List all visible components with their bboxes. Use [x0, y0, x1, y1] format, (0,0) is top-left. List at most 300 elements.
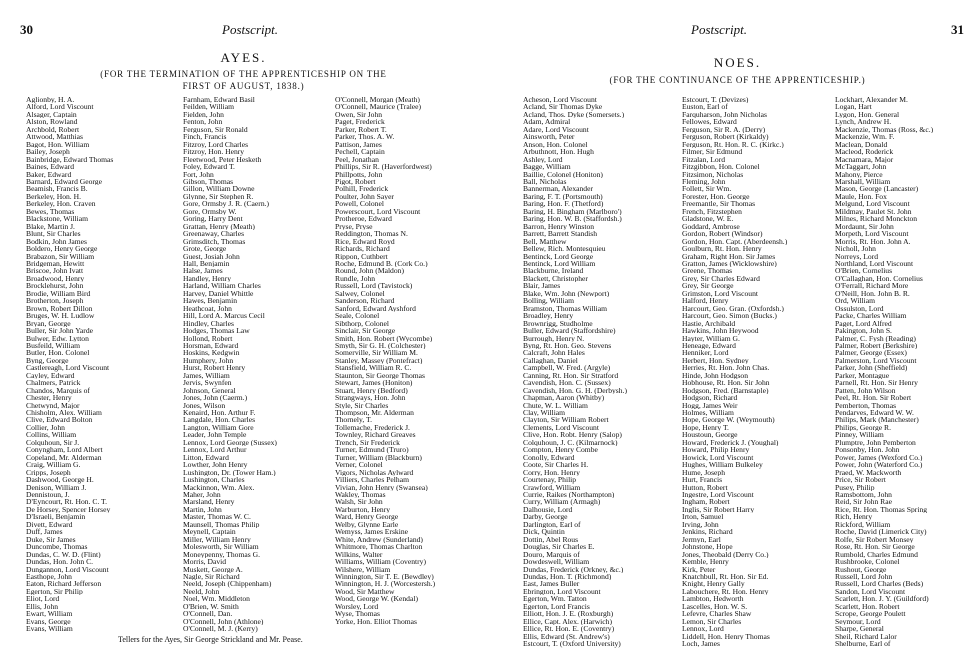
- member-name: Brodie, William Bird: [26, 289, 91, 298]
- member-name: Follett, Sir Wm.: [682, 185, 732, 193]
- member-name: Adare, Lord Viscount: [523, 125, 589, 134]
- member-name: Johnson, General: [183, 386, 236, 395]
- member-name: Broadwood, Henry: [26, 274, 85, 283]
- member-name: Glynne, Sir Stephen R.: [183, 192, 254, 201]
- member-name: Ellis, John: [26, 602, 59, 611]
- member-name: Bannerman, Alexander: [523, 185, 594, 193]
- member-name: Goring, Harry Dent: [183, 215, 243, 223]
- member-name: Callaghan, Daniel: [523, 356, 578, 365]
- member-name: Boldero, Henry George: [26, 245, 98, 253]
- member-name: Phillpotts, John: [335, 170, 383, 178]
- ayes-column-3: [335, 96, 487, 625]
- member-name: Gore, Ormsby J. R. (Caern.): [183, 200, 270, 208]
- member-name: D'Israeli, Benjamin: [26, 513, 86, 521]
- member-name: Scarlett, Hon. Robert: [835, 602, 900, 611]
- member-name: Kirk, Peter: [682, 565, 716, 573]
- member-name: Miller, William Henry: [183, 535, 251, 544]
- member-name: Estcourt, T. (Oxford University): [523, 640, 621, 648]
- member-name: Pemberton, Thomas: [835, 401, 897, 410]
- member-name: Baring, Hon. F. (Thetford): [523, 200, 604, 208]
- member-name: Phillips, Sir R. (Haverfordwest): [335, 163, 432, 171]
- member-name: Moneypenny, Thomas G.: [183, 550, 260, 559]
- member-name: Henniker, Lord: [682, 349, 729, 357]
- member-name: Ferguson, Sir R. A. (Derry): [682, 125, 766, 134]
- member-name: Acheson, Lord Viscount: [523, 96, 597, 104]
- member-name: Macnamara, Major: [835, 155, 894, 164]
- member-name: Baines, Edward: [26, 163, 75, 171]
- member-name: Grimsditch, Thomas: [183, 237, 246, 246]
- member-name: Ward, Henry George: [335, 513, 399, 521]
- member-name: Winnington, Sir T. E. (Bewdley): [335, 573, 434, 581]
- tellers-line: Tellers for the Ayes, Sir George Strickland and Mr. Pease.: [118, 635, 303, 644]
- member-name: Dalhousie, Lord: [523, 505, 573, 514]
- member-name: Cayley, Edward: [26, 371, 75, 380]
- member-name: Dundas, Frederick (Orkney, &c.): [523, 565, 624, 573]
- member-name: Thornely, T.: [335, 416, 372, 424]
- member-name: Pakington, John S.: [835, 327, 892, 335]
- member-name: Farnham, Edward Basil: [183, 96, 255, 104]
- member-name: Lushington, Dr. (Tower Ham.): [183, 468, 276, 477]
- member-name: Blunt, Sir Charles: [26, 230, 81, 238]
- subtitle-line-1: (FOR THE TERMINATION OF THE APPRENTICESHIP ON THE: [100, 69, 387, 79]
- running-head: Postscript.: [691, 22, 747, 37]
- member-name: Bentinck, Lord George: [523, 252, 594, 260]
- member-name: Fort, John: [183, 170, 214, 178]
- member-name: Berkeley, Hon. H.: [26, 192, 81, 201]
- member-name: Hurst, Robert Henry: [183, 364, 246, 372]
- member-name: Noel, Wm. Middleton: [183, 595, 250, 603]
- member-name: Mildmay, Paulet St. John: [835, 207, 912, 216]
- member-name: Chapman, Aaron (Whitby): [523, 394, 605, 402]
- member-name: Wilshere, William: [335, 565, 391, 573]
- member-name: Dungannon, Lord Viscount: [26, 565, 109, 573]
- member-name: Logan, Hart: [835, 103, 872, 111]
- member-name: Rich, Henry: [835, 513, 873, 521]
- member-name: Goulburn, Rt. Hon. Henry: [682, 245, 762, 253]
- member-name: Mason, George (Lancaster): [835, 185, 919, 193]
- member-name: Bolling, William: [523, 297, 575, 305]
- member-name: Clive, Hon. Robt. Henry (Salop): [523, 431, 622, 439]
- member-name: Gordon, Robert (Windsor): [682, 230, 763, 238]
- member-name: Bell, Matthew: [523, 237, 567, 246]
- member-name: Archbold, Robert: [26, 125, 80, 134]
- member-name: Briscoe, John Ivatt: [26, 267, 84, 275]
- member-name: Howick, Lord Viscount: [682, 453, 754, 462]
- member-name: Power, John (Waterford Co.): [835, 461, 923, 469]
- member-name: Houstoun, George: [682, 431, 738, 439]
- member-name: Barron, Henry Winston: [523, 222, 595, 231]
- member-name: Hinde, John Hodgson: [682, 371, 749, 380]
- member-name: Ossulston, Lord: [835, 304, 884, 313]
- member-name: Hollond, Robert: [183, 334, 233, 342]
- member-name: Fitzroy, Lord Charles: [183, 140, 249, 149]
- member-name: Halford, Henry: [682, 297, 729, 305]
- member-name: Harland, William Charles: [183, 282, 261, 290]
- left-page: [0, 0, 487, 654]
- member-name: Poulter, John Sayer: [335, 192, 394, 201]
- member-name: Neeld, Joseph (Chippenham): [183, 580, 272, 588]
- member-name: Vigors, Nicholas Aylward: [335, 468, 414, 477]
- member-name: Canning, Rt. Hon. Sir Stratford: [523, 371, 619, 380]
- member-name: Ellice, Capt. Alex. (Harwich): [523, 617, 612, 626]
- member-name: Richards, Richard: [335, 245, 390, 253]
- member-name: Jermyn, Earl: [682, 535, 721, 544]
- member-name: Herbert, Hon. Sydney: [682, 356, 749, 365]
- member-name: Lockhart, Alexander M.: [835, 96, 908, 104]
- member-name: Blake, Wm. John (Newport): [523, 289, 610, 298]
- member-name: Brownrigg, Studholme: [523, 319, 593, 328]
- member-name: Grey, Sir Charles Edward: [682, 274, 760, 283]
- member-name: Barnard, Edward George: [26, 177, 102, 186]
- member-name: Jones, Wilson: [183, 401, 226, 410]
- member-name: O'Connell, Maurice (Tralee): [335, 103, 422, 111]
- member-name: Bainbridge, Edward Thomas: [26, 155, 114, 164]
- member-name: Nagle, Sir Richard: [183, 573, 240, 581]
- member-name: Eliot, Lord: [26, 595, 60, 603]
- member-name: Patten, John Wilson: [835, 386, 896, 395]
- member-name: Bellew, Rich. Montesquieu: [523, 245, 606, 253]
- member-name: Finch, Francis: [183, 133, 227, 141]
- member-name: Ponsonby, Hon. John: [835, 446, 900, 454]
- member-name: Hodgson, Richard: [682, 394, 738, 402]
- member-name: Broadley, Henry: [523, 312, 574, 320]
- member-name: Cavendish, Hon. G. H. (Derbysh.): [523, 386, 627, 395]
- member-name: Curry, William (Armagh): [523, 498, 601, 506]
- member-name: Baker, Edward: [26, 170, 72, 178]
- member-name: Heathcoat, John: [183, 304, 232, 313]
- member-name: Tollemache, Frederick J.: [335, 423, 410, 432]
- member-name: Turner, William (Blackburn): [335, 453, 422, 462]
- member-name: Alford, Lord Viscount: [26, 103, 94, 111]
- member-name: Dundas, C. W. D. (Flint): [26, 550, 101, 559]
- member-name: Hill, Lord A. Marcus Cecil: [183, 312, 265, 320]
- member-name: Peel, Rt. Hon. Sir Robert: [835, 394, 912, 402]
- member-name: Stewart, James (Honiton): [335, 379, 413, 387]
- member-name: Molesworth, Sir William: [183, 543, 259, 551]
- member-name: Fellowes, Edward: [682, 118, 737, 126]
- member-name: Fitzgibbon, Hon. Colonel: [682, 163, 760, 171]
- member-name: Hughes, William Bulkeley: [682, 461, 763, 469]
- member-name: Brabazon, Sir William: [26, 252, 95, 260]
- member-name: Wemyss, James Erskine: [335, 528, 408, 536]
- member-name: Darlington, Earl of: [523, 520, 581, 529]
- right-page: [495, 0, 980, 654]
- member-name: Sheil, Richard Lalor: [835, 632, 897, 641]
- member-name: Style, Sir Charles: [335, 401, 389, 410]
- member-name: Pusey, Philip: [835, 483, 875, 492]
- member-name: Nicholl, John: [835, 245, 876, 253]
- noes-column-3: [835, 96, 980, 648]
- member-name: O'Brien, Cornelius: [835, 267, 893, 275]
- member-name: Muskett, George A.: [183, 565, 243, 573]
- member-name: Bagge, William: [523, 163, 571, 171]
- ayes-column-2: [183, 96, 323, 633]
- member-name: Blackett, Christopher: [523, 274, 588, 283]
- member-name: Evans, George: [26, 617, 71, 626]
- member-name: Rickford, William: [835, 520, 891, 529]
- member-name: Lascelles, Hon. W. S.: [682, 602, 748, 611]
- member-name: Clive, Edward Bolton: [26, 416, 93, 424]
- member-name: Power, James (Wexford Co.): [835, 453, 923, 462]
- member-name: Owen, Sir John: [335, 110, 383, 119]
- member-name: Stanley, Massey (Pontefract): [335, 356, 423, 365]
- member-name: Ferguson, Sir Ronald: [183, 125, 248, 134]
- member-name: Lennox, Lord: [682, 625, 724, 633]
- member-name: Strangways, Hon. John: [335, 394, 406, 402]
- member-name: Hawes, Benjamin: [183, 297, 237, 305]
- member-name: Ferguson, Robert (Kirkaldy): [682, 133, 769, 141]
- member-name: Rushbrooke, Colonel: [835, 558, 900, 566]
- member-name: Rolfe, Sir Robert Monsey: [835, 535, 914, 544]
- member-name: Bodkin, John James: [26, 237, 87, 246]
- member-name: Parker, John (Sheffield): [835, 364, 908, 372]
- member-name: Roche, David (Limerick City): [835, 528, 927, 536]
- member-name: Russell, Lord (Tavistock): [335, 282, 413, 290]
- member-name: Blackstone, William: [26, 215, 88, 223]
- member-name: Foley, Edward T.: [183, 163, 235, 171]
- member-name: Villiers, Charles Pelham: [335, 476, 409, 484]
- member-name: Ashley, Lord: [523, 155, 563, 164]
- member-name: Denison, William J.: [26, 483, 87, 492]
- member-name: Langton, William Gore: [183, 423, 254, 432]
- member-name: Gillon, William Downe: [183, 185, 255, 193]
- member-name: Fitzroy, Hon. Henry: [183, 148, 245, 156]
- member-name: Pechell, Captain: [335, 148, 385, 156]
- member-name: Acland, Sir Thomas Dyke: [523, 103, 603, 111]
- member-name: Welby, Glynne Earle: [335, 520, 399, 529]
- member-name: Rundle, John: [335, 274, 376, 283]
- member-name: Brocklehurst, John: [26, 282, 84, 290]
- member-name: Sanford, Edward Ayshford: [335, 304, 416, 313]
- member-name: Dundas, Hon. John C.: [26, 558, 94, 566]
- member-name: Egerton, Wm. Tatton: [523, 595, 587, 603]
- member-name: Neeld, John: [183, 587, 220, 596]
- member-name: Bryan, George: [26, 319, 71, 328]
- member-name: Stansfield, William R. C.: [335, 364, 412, 372]
- member-name: Darby, George: [523, 513, 568, 521]
- member-name: Gore, Ormsby W.: [183, 207, 237, 216]
- member-name: Chandos, Marquis of: [26, 386, 90, 395]
- member-name: Bagot, Hon. William: [26, 140, 90, 149]
- member-name: Peel, Jonathan: [335, 155, 379, 164]
- member-name: Ellis, Edward (St. Andrew's): [523, 632, 610, 641]
- member-name: Jervis, Swynfen: [183, 379, 232, 387]
- member-name: Morris, David: [183, 558, 227, 566]
- member-name: Trench, Sir Frederick: [335, 438, 400, 447]
- member-name: Melgund, Lord Viscount: [835, 200, 910, 208]
- member-name: Hawkins, John Heywood: [682, 327, 759, 335]
- member-name: Hall, Benjamin: [183, 259, 230, 268]
- member-name: Litton, Edward: [183, 453, 229, 462]
- member-name: Arbuthnott, Hon. Hugh: [523, 148, 594, 156]
- member-name: Mordaunt, Sir John: [835, 222, 894, 231]
- member-name: Duke, Sir James: [26, 535, 76, 544]
- member-name: Lefevre, Charles Shaw: [682, 610, 752, 618]
- member-name: Russell, Lord Charles (Beds): [835, 580, 924, 588]
- member-name: O'Connell, John (Athlone): [183, 617, 264, 626]
- member-name: Courtenay, Philip: [523, 476, 577, 484]
- ayes-column-1: [26, 96, 176, 633]
- member-name: Clements, Lord Viscount: [523, 423, 599, 432]
- member-name: Egerton, Sir Philip: [26, 587, 83, 596]
- member-name: Russell, Lord John: [835, 573, 893, 581]
- member-name: Chalmers, Patrick: [26, 379, 81, 387]
- member-name: Powell, Colonel: [335, 200, 384, 208]
- member-name: Knatchbull, Rt. Hon. Sir Ed.: [682, 573, 769, 581]
- subtitle: (FOR THE CONTINUANCE OF THE APPRENTICESHIP.): [609, 75, 866, 85]
- member-name: Praed, W. Mackworth: [835, 468, 902, 477]
- member-name: Hayter, William G.: [682, 334, 740, 342]
- member-name: Fitzsimon, Nicholas: [682, 170, 744, 178]
- member-name: Knight, Henry Gally: [682, 580, 745, 588]
- member-name: Feilden, William: [183, 103, 235, 111]
- member-name: Rose, Rt. Hon. Sir George: [835, 543, 915, 551]
- member-name: Buller, Edward (Staffordshire): [523, 327, 616, 335]
- member-name: Worsley, Lord: [335, 602, 379, 611]
- member-name: Loch, James: [682, 640, 720, 648]
- member-name: Douro, Marquis of: [523, 550, 580, 559]
- member-name: Williams, William (Coventry): [335, 558, 426, 566]
- member-name: Palmer, George (Essex): [835, 349, 907, 357]
- member-name: Bentinck, Lord William: [523, 259, 596, 268]
- member-name: Master, Thomas W. C.: [183, 513, 251, 521]
- member-name: Cripps, Joseph: [26, 468, 71, 477]
- member-name: Goddard, Ambrose: [682, 222, 740, 231]
- member-name: Ingham, Robert: [682, 498, 730, 506]
- member-name: Greenaway, Charles: [183, 230, 245, 238]
- member-name: Jones, Theobald (Derry Co.): [682, 550, 769, 559]
- member-name: Ferguson, Rt. Hon. R. C. (Kirkc.): [682, 140, 784, 149]
- member-name: Seale, Colonel: [335, 312, 380, 320]
- member-name: Reddington, Thomas N.: [335, 230, 408, 238]
- member-name: Lynch, Andrew H.: [835, 118, 892, 126]
- member-name: Ramsbottom, John: [835, 491, 892, 499]
- member-name: Baring, F. T. (Portsmouth): [523, 192, 603, 201]
- member-name: Brown, Robert Dillon: [26, 304, 93, 313]
- member-name: Blair, James: [523, 282, 561, 290]
- member-name: East, James Buller: [523, 580, 580, 588]
- member-name: Mahony, Pierce: [835, 170, 883, 178]
- member-name: Grey, Sir George: [682, 282, 734, 290]
- member-name: Euston, Earl of: [682, 103, 728, 111]
- member-name: Sanderson, Richard: [335, 297, 395, 305]
- member-name: Harvey, Daniel Whittle: [183, 289, 254, 298]
- member-name: Butler, Hon. Colonel: [26, 349, 90, 357]
- member-name: Fenton, John: [183, 118, 223, 126]
- member-name: Pinney, William: [835, 431, 884, 439]
- member-name: Acland, Thos. Dyke (Somersets.): [523, 110, 625, 119]
- member-name: Packe, Charles William: [835, 312, 907, 320]
- member-name: O'Brien, W. Smith: [183, 602, 239, 611]
- member-name: Byng, George: [26, 356, 69, 365]
- member-name: Crawford, William: [523, 483, 581, 492]
- member-name: Polhill, Frederick: [335, 185, 389, 193]
- member-name: Buller, Sir John Yarde: [26, 327, 93, 335]
- member-name: Alston, Rowland: [26, 118, 78, 126]
- member-name: Beamish, Francis B.: [26, 185, 88, 193]
- member-name: Harcourt, Geo. Simon (Bucks.): [682, 312, 777, 320]
- member-name: Farquharson, John Nicholas: [682, 110, 767, 119]
- member-name: Lambton, Hedworth: [682, 595, 744, 603]
- member-name: Irton, Samuel: [682, 513, 724, 521]
- member-name: Ebrington, Lord Viscount: [523, 587, 601, 596]
- member-name: Martin, John: [183, 505, 222, 514]
- member-name: Price, Sir Robert: [835, 476, 886, 484]
- member-name: Ainsworth, Peter: [523, 133, 575, 141]
- member-name: Conyngham, Lord Albert: [26, 446, 103, 454]
- member-name: Marsland, Henry: [183, 498, 235, 506]
- member-name: Baring, Hon. W. B. (Staffordsh.): [523, 215, 622, 223]
- member-name: Howard, Frederick J. (Youghal): [682, 438, 779, 447]
- member-name: Bulwer, Edw. Lytton: [26, 334, 89, 342]
- member-name: Parnell, Rt. Hon. Sir Henry: [835, 379, 918, 387]
- member-name: Clay, William: [523, 409, 566, 417]
- member-name: Rushout, George: [835, 565, 887, 573]
- member-name: Halse, James: [183, 267, 223, 275]
- member-name: Chute, W. L. William: [523, 401, 588, 410]
- member-name: Sibthorp, Colonel: [335, 319, 390, 328]
- member-name: Maunsell, Thomas Philip: [183, 520, 260, 529]
- member-name: Harcourt, Geo. Gran. (Oxfordsh.): [682, 304, 784, 313]
- member-name: Hindley, Charles: [183, 319, 234, 328]
- member-name: Conolly, Edward: [523, 453, 575, 462]
- member-name: Bailey, Joseph: [26, 148, 70, 156]
- member-name: Baring, H. Bingham (Marlboro'): [523, 207, 622, 216]
- member-name: Turner, Edmund (Truro): [335, 446, 409, 454]
- member-name: Eaton, Richard Jefferson: [26, 580, 102, 588]
- member-name: Bewes, Thomas: [26, 207, 75, 216]
- member-name: Corry, Hon. Henry: [523, 468, 580, 477]
- member-name: Freemantle, Sir Thomas: [682, 200, 756, 208]
- member-name: Wilkins, Walter: [335, 550, 383, 559]
- member-name: Johnstone, Hope: [682, 543, 733, 551]
- member-name: Verner, Colonel: [335, 461, 383, 469]
- member-name: Powerscourt, Lord Viscount: [335, 207, 421, 216]
- member-name: Duff, James: [26, 528, 63, 536]
- member-name: O'Ferrall, Richard More: [835, 282, 909, 290]
- member-name: Sharpe, General: [835, 625, 884, 633]
- member-name: Dundas, Hon. T. (Richmond): [523, 573, 612, 581]
- member-name: Elliott, Hon. J. E. (Roxburgh): [523, 610, 614, 618]
- member-name: Wakley, Thomas: [335, 491, 386, 499]
- member-name: Campbell, W. Fred. (Argyle): [523, 364, 611, 372]
- member-name: Philips, Mark (Manchester): [835, 416, 919, 424]
- member-name: De Horsey, Spencer Horsey: [26, 505, 111, 514]
- member-name: Hope, George W. (Weymouth): [682, 416, 775, 424]
- member-name: James, William: [183, 371, 230, 380]
- member-name: Maher, John: [183, 491, 221, 499]
- member-name: Townley, Richard Greaves: [335, 431, 416, 439]
- member-name: Hodges, Thomas Law: [183, 327, 250, 335]
- member-name: Colquhoun, Sir J.: [26, 438, 80, 447]
- member-name: Lennox, Lord George (Sussex): [183, 438, 277, 447]
- member-name: Irving, John: [682, 520, 719, 529]
- member-name: Sinclair, Sir George: [335, 327, 396, 335]
- member-name: Hobhouse, Rt. Hon. Sir John: [682, 379, 770, 387]
- subtitle-line-2: FIRST OF AUGUST, 1838.): [182, 81, 305, 91]
- member-name: Lygon, Hon. General: [835, 110, 900, 119]
- member-name: Wood, Sir Matthew: [335, 587, 395, 596]
- member-name: Seymour, Lord: [835, 617, 881, 626]
- member-name: Stuart, Henry (Bedford): [335, 386, 408, 395]
- member-name: Fitzalan, Lord: [682, 155, 726, 164]
- member-name: Copeland, Mr. Alderman: [26, 453, 102, 462]
- member-name: Smith, Hon. Robert (Wycombe): [335, 334, 433, 342]
- member-name: Coote, Sir Charles H.: [523, 461, 589, 469]
- member-name: Bruges, W. H. Ludlow: [26, 312, 95, 320]
- member-name: Ewart, William: [26, 610, 73, 618]
- member-name: Forester, Hon. George: [682, 192, 750, 201]
